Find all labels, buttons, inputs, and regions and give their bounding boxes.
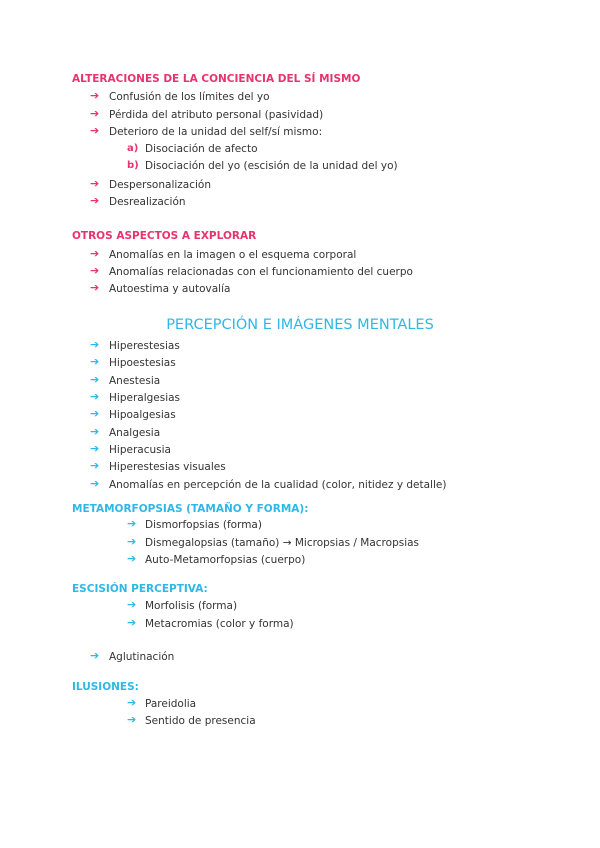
page-title: PERCEPCIÓN E IMÁGENES MENTALES — [166, 317, 434, 333]
list-item: Anestesia — [109, 375, 161, 387]
arrow-icon: ➔ — [127, 616, 137, 629]
sub-list-item: Metacromias (color y forma) — [145, 618, 294, 630]
arrow-icon: ➔ — [90, 477, 100, 490]
section-heading-ilusiones: ILUSIONES: — [72, 681, 139, 693]
list-item: Hiperalgesias — [109, 392, 181, 404]
arrow-icon: ➔ — [127, 696, 137, 709]
arrow-icon: ➔ — [90, 442, 100, 455]
list-item: Anomalías en la imagen o el esquema corporal — [109, 249, 357, 261]
sub-list-item: Auto-Metamorfopsias (cuerpo) — [145, 554, 306, 566]
arrow-icon: ➔ — [127, 535, 137, 548]
list-item: Confusión de los límites del yo — [109, 91, 270, 103]
sub-letter: b) — [127, 160, 139, 171]
list-item: Analgesia — [109, 427, 161, 439]
sub-list-item: Disociación de afecto — [145, 143, 258, 155]
arrow-icon: ➔ — [127, 517, 137, 530]
arrow-icon: ➔ — [90, 649, 100, 662]
arrow-icon: ➔ — [90, 373, 100, 386]
arrow-icon: ➔ — [90, 247, 100, 260]
list-item: Hipoalgesias — [109, 409, 176, 421]
arrow-icon: ➔ — [90, 355, 100, 368]
list-item: Deterioro de la unidad del self/sí mismo: — [109, 126, 323, 138]
section-heading-otros: OTROS ASPECTOS A EXPLORAR — [72, 230, 257, 242]
list-item: Anomalías relacionadas con el funcionamiento del cuerpo — [109, 266, 413, 278]
list-item: Aglutinación — [109, 651, 175, 663]
sub-letter: a) — [127, 143, 139, 154]
arrow-icon: ➔ — [90, 124, 100, 137]
sub-list-item: Sentido de presencia — [145, 715, 256, 727]
sub-list-item: Disociación del yo (escisión de la unidad del yo) — [145, 160, 398, 172]
arrow-icon: ➔ — [90, 177, 100, 190]
list-item: Desrealización — [109, 196, 186, 208]
arrow-icon: ➔ — [90, 194, 100, 207]
arrow-icon: ➔ — [90, 459, 100, 472]
sub-list-item: Morfolisis (forma) — [145, 600, 238, 612]
list-item: Autoestima y autovalía — [109, 283, 231, 295]
arrow-icon: ➔ — [90, 407, 100, 420]
list-item: Hipoestesias — [109, 357, 176, 369]
section-heading-metamorfopsias: METAMORFOPSIAS (TAMAÑO Y FORMA): — [72, 503, 309, 515]
sub-list-item: Dismegalopsias (tamaño) → Micropsias / Macropsias — [145, 537, 420, 549]
sub-list-item: Pareidolia — [145, 698, 197, 710]
arrow-icon: ➔ — [127, 713, 137, 726]
section-heading-conciencia: ALTERACIONES DE LA CONCIENCIA DEL SÍ MISMO — [72, 73, 361, 85]
arrow-icon: ➔ — [90, 338, 100, 351]
list-item: Despersonalización — [109, 179, 211, 191]
arrow-icon: ➔ — [90, 390, 100, 403]
arrow-icon: ➔ — [127, 552, 137, 565]
sub-list-item: Dismorfopsias (forma) — [145, 519, 262, 531]
list-item: Hiperacusia — [109, 444, 171, 456]
arrow-icon: ➔ — [90, 281, 100, 294]
arrow-icon: ➔ — [90, 264, 100, 277]
list-item: Hiperestesias visuales — [109, 461, 226, 473]
arrow-icon: ➔ — [90, 425, 100, 438]
section-heading-escision: ESCISIÓN PERCEPTIVA: — [72, 583, 208, 595]
list-item: Hiperestesias — [109, 340, 180, 352]
list-item: Pérdida del atributo personal (pasividad) — [109, 109, 324, 121]
arrow-icon: ➔ — [90, 107, 100, 120]
arrow-icon: ➔ — [127, 598, 137, 611]
arrow-icon: ➔ — [90, 89, 100, 102]
list-item: Anomalías en percepción de la cualidad (color, nitidez y detalle) — [109, 479, 447, 491]
